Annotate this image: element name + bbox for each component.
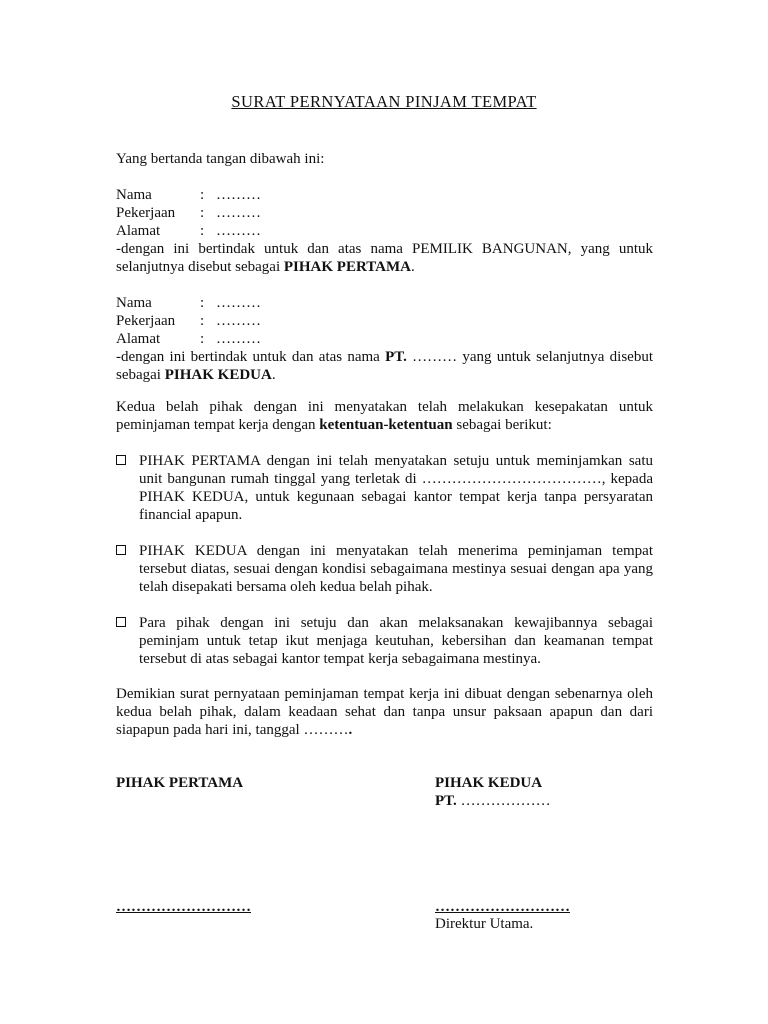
party2-name-field	[116, 294, 261, 312]
checkbox-bullet-icon	[116, 545, 126, 555]
party2-address-field	[116, 330, 261, 348]
closing-paragraph	[116, 685, 653, 739]
field-label: Pekerjaan	[116, 205, 176, 221]
field-separator: :	[200, 295, 205, 311]
field-separator: :	[200, 205, 205, 221]
field-separator: :	[200, 187, 205, 203]
list-item-text: PIHAK KEDUA dengan ini menyatakan telah menerima peminjaman tempat tersebut diatas, sesuai dengan kondisi sebagaimana mestinya sesuai dengan apa yang telah disepakati bersama oleh kedua belah pihak.	[139, 543, 653, 595]
field-value: ………	[216, 331, 261, 347]
agreement-paragraph	[116, 398, 653, 434]
field-separator: :	[200, 331, 205, 347]
field-separator: :	[200, 313, 205, 329]
company-prefix: PT.	[385, 349, 407, 365]
statement-end: .	[271, 367, 276, 383]
list-item	[116, 614, 653, 668]
field-label: Nama	[116, 295, 152, 311]
field-value: ………	[216, 223, 261, 239]
statement-text: -dengan ini bertindak untuk dan atas nama PEMILIK BANGUNAN, yang untuk selanjutnya disebut sebagai	[116, 241, 653, 275]
checkbox-bullet-icon	[116, 617, 126, 627]
list-item-text: PIHAK PERTAMA dengan ini telah menyatakan setuju untuk meminjamkan satu unit bangunan rumah tinggal yang terletak di ………………………………, kepada PIHAK KEDUA, untuk kegunaan sebagai kantor tempat kerja tanpa persyaratan financial apapun.	[139, 453, 653, 523]
agreement-text: Kedua belah pihak dengan ini menyatakan telah melakukan kesepakatan untuk peminjaman tempat kerja dengan	[116, 399, 653, 433]
field-value: ………	[216, 313, 261, 329]
party1-designation: PIHAK PERTAMA	[283, 259, 411, 275]
signature-left-line: ………………………	[116, 899, 251, 915]
closing-period: .	[348, 722, 353, 738]
company-name-blank: ………………	[456, 793, 551, 809]
statement-end: .	[410, 259, 415, 275]
company-prefix: PT.	[435, 793, 457, 809]
field-separator: :	[200, 223, 205, 239]
field-value: ………	[216, 295, 261, 311]
company-name-line	[435, 792, 551, 810]
list-item	[116, 542, 653, 596]
intro-text: Yang bertanda tangan dibawah ini:	[116, 151, 325, 167]
agreement-text-end: sebagai berikut:	[452, 417, 552, 433]
field-label: Nama	[116, 187, 152, 203]
party1-job-field	[116, 204, 261, 222]
party2-designation: PIHAK KEDUA	[164, 367, 272, 383]
signature-right-line: ………………………	[435, 899, 570, 915]
agreement-terms: ketentuan-ketentuan	[319, 417, 453, 433]
signature-left-title: PIHAK PERTAMA	[116, 775, 244, 791]
field-label: Pekerjaan	[116, 313, 176, 329]
party1-address-field	[116, 222, 261, 240]
party1-statement	[116, 240, 653, 276]
field-label: Alamat	[116, 223, 161, 239]
party2-statement	[116, 348, 653, 384]
field-value: ………	[216, 205, 261, 221]
field-value: ………	[216, 187, 261, 203]
party2-job-field	[116, 312, 261, 330]
statement-text: ……… yang untuk selanjutnya disebut sebagai	[116, 349, 654, 383]
document-title: SURAT PERNYATAAN PINJAM TEMPAT	[231, 92, 537, 111]
list-item	[116, 452, 653, 524]
signature-right-role: Direktur Utama.	[435, 916, 534, 932]
checkbox-bullet-icon	[116, 455, 126, 465]
statement-text: -dengan ini bertindak untuk dan atas nama	[116, 349, 386, 365]
signature-right-title: PIHAK KEDUA	[435, 775, 543, 791]
closing-text: Demikian surat pernyataan peminjaman tempat kerja ini dibuat dengan sebenarnya oleh kedua belah pihak, dalam keadaan sehat dan tanpa unsur paksaan apapun dan dari siapapun pada hari ini, tanggal ………	[116, 686, 653, 738]
list-item-text: Para pihak dengan ini setuju dan akan melaksanakan kewajibannya sebagai peminjam untuk tetap ikut menjaga keutuhan, kebersihan dan keamanan tempat tersebut di atas sebagai kantor tempat kerja sebagaimana mestinya.	[139, 615, 653, 667]
party1-name-field	[116, 186, 261, 204]
field-label: Alamat	[116, 331, 161, 347]
